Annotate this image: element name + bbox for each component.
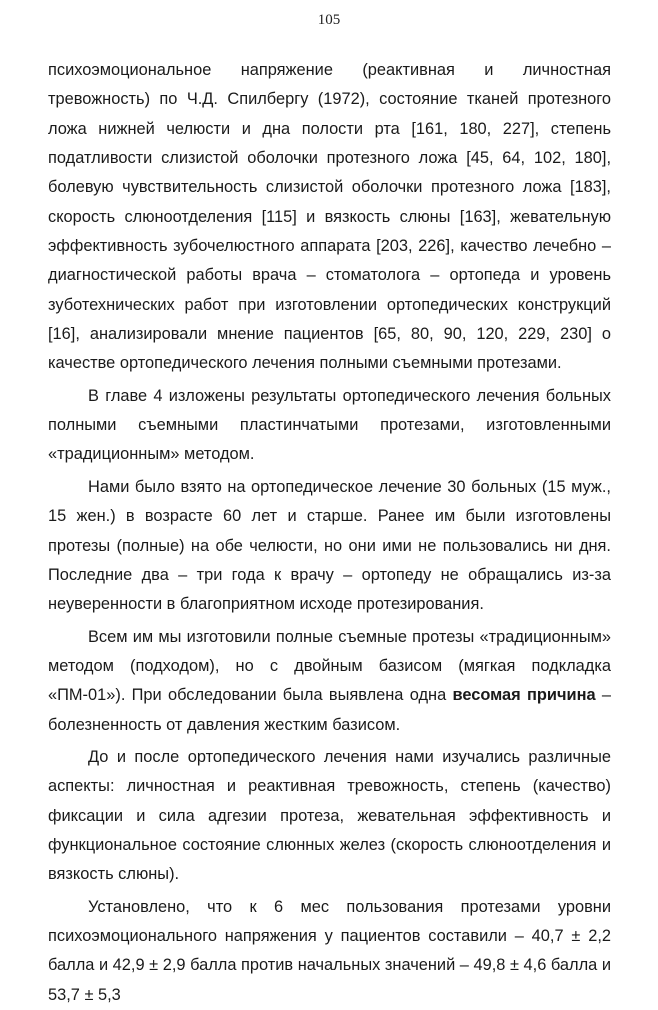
paragraph-patients: Нами было взято на ортопедическое лечение 30 больных (15 муж., 15 жен.) в возрасте 60 лет и старше. Ранее им были изготовлены протезы (полные) на обе челюсти, но они ими не пользовались ни дня. Последние два – три года к врачу – ортопеду не обращались из-за неуверенности в благоприятном исходе протезирования. [48,477,611,614]
paragraph-aspects: До и после ортопедического лечения нами изучались различные аспекты: личностная и реактивная тревожность, степень (качество) фиксации и сила адгезии протеза, жевательная эффективность и функциональное состояние слюнных желез (скорость слюноотделения и вязкость слюны). [48,747,611,884]
page-number: 105 [317,12,341,28]
paragraph-dentures [48,623,611,740]
body-text [48,56,611,1010]
paragraph-continuation: психоэмоциональное напряжение (реактивная и личностная тревожность) по Ч.Д. Спилбергу (1972), состояние тканей протезного ложа нижней челюсти и дна полости рта [161, 180, 227], степень податливости слизистой оболочки протезного ложа [45, 64, 102, 180], болевую чувствительность слизистой оболочки протезного ложа [183], скорость слюноотделения [115] и вязкость слюны [163], жевательную эффективность зубочелюстного аппарата [203, 226], качество лечебно – диагностической работы врача – стоматолога – ортопеда и уровень зуботехнических работ при изготовлении ортопедических конструкций [16], анализировали мнение пациентов [65, 80, 90, 120, 229, 230] о качестве ортопедического лечения полными съемными протезами. [48,61,611,373]
paragraph-dentures-text-end: – болезненность от давления жестким базисом. [48,686,611,734]
bold-phrase: весомая причина [452,686,596,705]
paragraph-results: Установлено, что к 6 мес пользования протезами уровни психоэмоционального напряжения у пациентов составили – 40,7 ± 2,2 балла и 42,9 ± 2,9 балла против начальных значений – 49,8 ± 4,6 балла и 53,7 ± 5,3 [48,897,611,1004]
paragraph-dentures-text: Всем им мы изготовили полные съемные протезы «традиционным» методом (подходом), но с двойным базисом (мягкая подкладка «ПМ-01»). При обследовании была выявлена одна [48,627,611,705]
paragraph-chapter-4: В главе 4 изложены результаты ортопедического лечения больных полными съемными пластинчатыми протезами, изготовленными «традиционным» методом. [48,386,611,464]
